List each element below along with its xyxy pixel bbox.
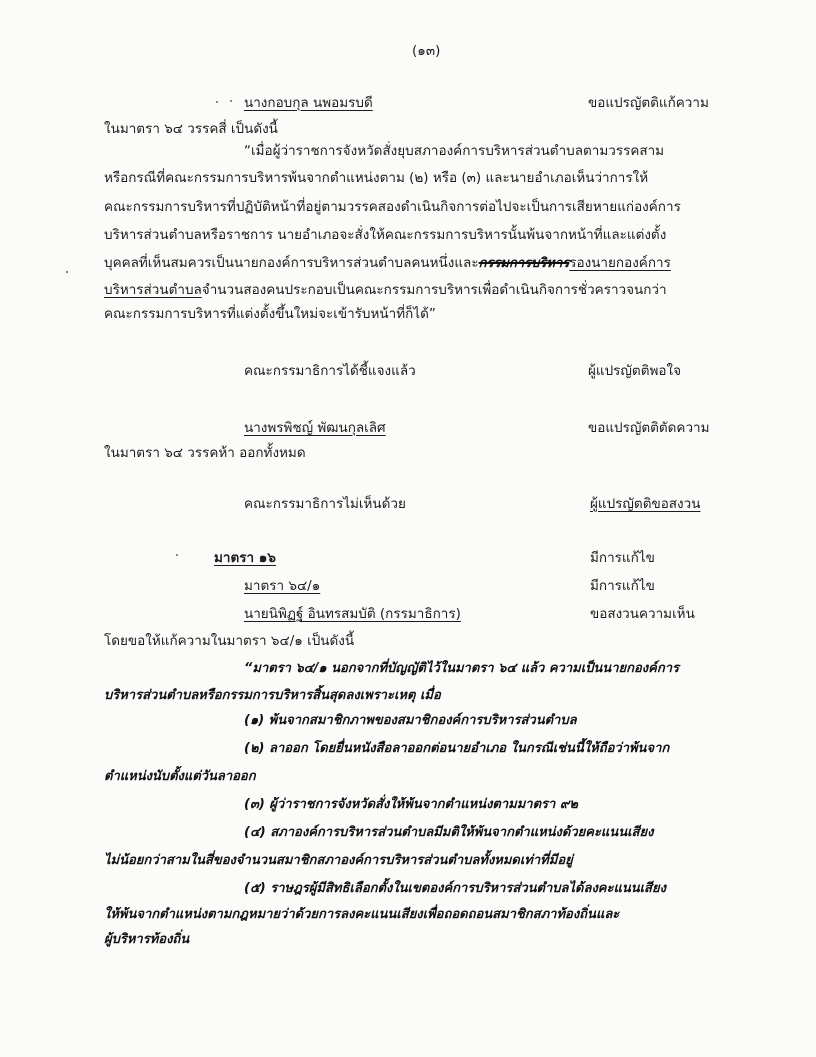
scan-speck	[66, 271, 68, 273]
quote-line: “เมื่อผู้ว่าราชการจังหวัดสั่งยุบสภาองค์การบริหารส่วนตำบลตามวรรคสาม	[244, 143, 665, 159]
motion-type: ขอแปรญัตติแก้ความ	[588, 95, 709, 111]
section-status: มีการแก้ไข	[590, 550, 655, 566]
handwritten-line: (๓) ผู้ว่าราชการจังหวัดสั่งให้พ้นจากตำแหน่งตามมาตรา ๙๒	[244, 797, 578, 812]
member-name: นางกอบกุล นพอมรบดี	[244, 95, 373, 111]
committee-response: คณะกรรมาธิการได้ชี้แจงแล้ว	[244, 363, 416, 379]
member-name: นางพรพิชญ์ พัฒนกุลเลิศ	[244, 420, 386, 436]
motion-type: ขอสงวนความเห็น	[590, 606, 695, 622]
quote-line: คณะกรรมการบริหารที่แต่งตั้งขึ้นใหม่จะเข้ารับหน้าที่ก็ได้”	[104, 306, 436, 322]
committee-response: คณะกรรมาธิการไม่เห็นด้วย	[244, 496, 406, 512]
quote-line	[104, 281, 667, 299]
subsection-heading: มาตรา ๖๔/๑	[244, 578, 321, 594]
handwritten-line: (๕) ราษฎรผู้มีสิทธิเลือกตั้งในเขตองค์การบริหารส่วนตำบลได้ลงคะแนนเสียง	[244, 881, 666, 896]
motion-subject: ในมาตรา ๖๔ วรรคสี่ เป็นดังนี้	[104, 121, 278, 137]
inserted-text: บริหารส่วนตำบล	[104, 282, 202, 298]
page-number: (๑๓)	[412, 43, 441, 59]
handwritten-line: “มาตรา ๖๔/๑ นอกจากที่บัญญัติไว้ในมาตรา ๖๔ แล้ว ความเป็นนายกองค์การ	[244, 661, 679, 676]
scan-speck	[176, 554, 178, 556]
handwritten-line: (๔) สภาองค์การบริหารส่วนตำบลมีมติให้พ้นจากตำแหน่งด้วยคะแนนเสียง	[244, 825, 654, 840]
struck-text: กรรมการบริหาร	[478, 256, 570, 271]
subsection-status: มีการแก้ไข	[590, 578, 655, 594]
motion-result: ผู้แปรญัตติขอสงวน	[590, 496, 701, 512]
handwritten-line: ไม่น้อยกว่าสามในสี่ของจำนวนสมาชิกสภาองค์การบริหารส่วนตำบลทั้งหมดเท่าที่มีอยู่	[104, 853, 573, 868]
member-name: นายนิพิฏฐ์ อินทรสมบัติ (กรรมาธิการ)	[244, 606, 461, 622]
quote-line	[104, 254, 671, 273]
quote-line: หรือกรณีที่คณะกรรมการบริหารพ้นจากตำแหน่งตาม (๒) หรือ (๓) และนายอำเภอเห็นว่าการให้	[104, 170, 649, 186]
handwritten-line: ตำแหน่งนับตั้งแต่วันลาออก	[104, 769, 256, 784]
scan-speck	[230, 100, 232, 102]
inserted-text: รองนายกองค์การ	[569, 255, 671, 271]
handwritten-line: บริหารส่วนตำบลหรือกรรมการบริหารสิ้นสุดลงเพราะเหตุ เมื่อ	[104, 688, 441, 703]
handwritten-line: (๒) ลาออก โดยยื่นหนังสือลาออกต่อนายอำเภอ ในกรณีเช่นนี้ให้ถือว่าพ้นจาก	[244, 741, 670, 756]
quote-line: คณะกรรมการบริหารที่ปฏิบัติหน้าที่อยู่ตามวรรคสองดำเนินกิจการต่อไปจะเป็นการเสียหายแก่องค์การ	[104, 199, 681, 215]
motion-subject: ในมาตรา ๖๔ วรรคห้า ออกทั้งหมด	[104, 445, 306, 461]
handwritten-line: ให้พ้นจากตำแหน่งตามกฎหมายว่าด้วยการลงคะแนนเสียงเพื่อถอดถอนสมาชิกสภาท้องถิ่นและ	[104, 907, 620, 922]
handwritten-line: (๑) พ้นจากสมาชิกภาพของสมาชิกองค์การบริหารส่วนตำบล	[244, 713, 577, 728]
quote-text: จำนวนสองคนประกอบเป็นคณะกรรมการบริหารเพื่อดำเนินกิจการชั่วคราวจนกว่า	[201, 282, 667, 298]
quote-line: บริหารส่วนตำบลหรือราชการ นายอำเภอจะสั่งให้คณะกรรมการบริหารนั้นพ้นจากหน้าที่และแต่งตั้ง	[104, 227, 667, 243]
scan-speck	[216, 101, 218, 103]
section-heading: มาตรา ๑๖	[214, 550, 276, 566]
motion-subject: โดยขอให้แก้ความในมาตรา ๖๔/๑ เป็นดังนี้	[104, 633, 355, 649]
handwritten-line: ผู้บริหารท้องถิ่น	[104, 932, 190, 947]
quote-text: บุคคลที่เห็นสมควรเป็นนายกองค์การบริหารส่วนตำบลคนหนึ่งและ	[104, 255, 479, 271]
motion-result: ผู้แปรญัตติพอใจ	[588, 363, 681, 379]
motion-type: ขอแปรญัตติตัดความ	[588, 420, 710, 436]
